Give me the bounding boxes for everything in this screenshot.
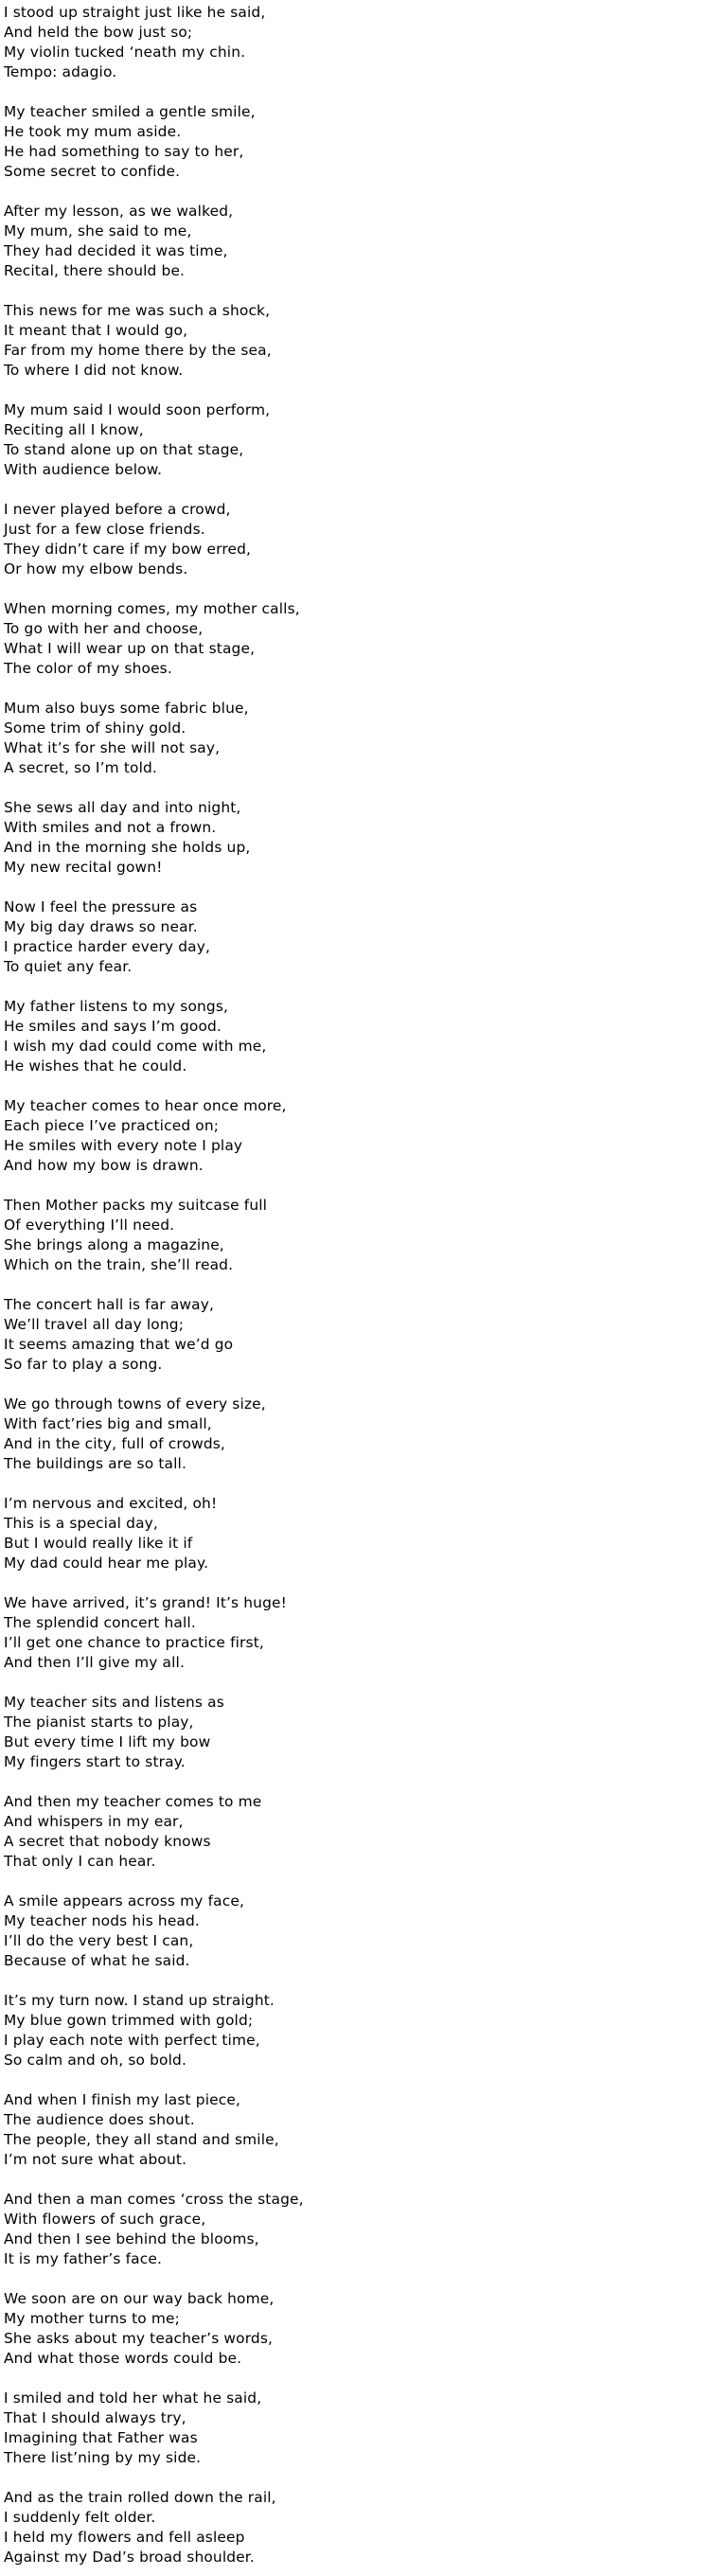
poem-line: We’ll travel all day long; (4, 1316, 185, 1333)
poem-line: And as the train rolled down the rail, (4, 2489, 276, 2506)
poem-line: Because of what he said. (4, 1952, 190, 1969)
stanza (4, 1892, 710, 1971)
stanza (4, 2090, 710, 2170)
poem-line: Which on the train, she’ll read. (4, 1256, 234, 1273)
poem-line: It is my father’s face. (4, 2250, 163, 2267)
poem-line: The audience does shout. (4, 2111, 195, 2128)
poem-line: He wishes that he could. (4, 1057, 187, 1075)
poem-line: My teacher smiled a gentle smile, (4, 103, 256, 120)
stanza (4, 1494, 710, 1573)
poem-line: When morning comes, my mother calls, (4, 600, 300, 617)
poem-line: A smile appears across my face, (4, 1892, 244, 1910)
poem-line: So far to play a song. (4, 1356, 163, 1373)
stanza (4, 202, 710, 281)
poem-line: That I should always try, (4, 2409, 186, 2426)
poem-line: The splendid concert hall. (4, 1614, 196, 1631)
poem-line: Some secret to confide. (4, 163, 181, 180)
poem-line: I suddenly felt older. (4, 2509, 156, 2526)
poem-line: To stand alone up on that stage, (4, 441, 244, 458)
poem-line: He smiles and says I’m good. (4, 1018, 222, 1035)
poem-line: I held my flowers and fell asleep (4, 2529, 245, 2546)
poem-line: With audience below. (4, 461, 163, 478)
poem-line: My dad could hear me play. (4, 1554, 209, 1572)
poem-line: I’ll get one chance to practice first, (4, 1634, 264, 1651)
poem-line: My teacher comes to hear once more, (4, 1097, 287, 1114)
poem-line: This news for me was such a shock, (4, 302, 271, 319)
poem-line: There list’ning by my side. (4, 2449, 202, 2466)
poem-line: I’m nervous and excited, oh! (4, 1495, 218, 1512)
poem-line: Imagining that Father was (4, 2429, 198, 2446)
poem-line: Then Mother packs my suitcase full (4, 1197, 268, 1214)
poem-line: He had something to say to her, (4, 143, 244, 160)
poem-line: With smiles and not a frown. (4, 819, 217, 836)
poem-line: My teacher nods his head. (4, 1912, 200, 1929)
poem-line: My blue gown trimmed with gold; (4, 2012, 254, 2029)
stanza (4, 1096, 710, 1176)
stanza (4, 1991, 710, 2070)
poem-line: She sews all day and into night, (4, 799, 241, 816)
poem-line: And whispers in my ear, (4, 1813, 184, 1830)
poem-line: What it’s for she will not say, (4, 739, 221, 756)
poem-line: And then I’ll give my all. (4, 1654, 186, 1671)
poem-line: She asks about my teacher’s words, (4, 2330, 274, 2347)
poem-line: Of everything I’ll need. (4, 1217, 175, 1234)
poem-line: Each piece I’ve practiced on; (4, 1117, 220, 1134)
poem-line: The concert hall is far away, (4, 1296, 215, 1313)
stanza (4, 400, 710, 480)
poem-line: Mum also buys some fabric blue, (4, 700, 249, 717)
poem-line: I never played before a crowd, (4, 501, 231, 518)
poem-line: My mum said I would soon perform, (4, 401, 271, 418)
stanza (4, 997, 710, 1076)
stanza (4, 699, 710, 778)
poem-line: He smiles with every note I play (4, 1137, 243, 1154)
poem-line: And held the bow just so; (4, 24, 193, 41)
poem-line: And then I see behind the blooms, (4, 2230, 259, 2247)
poem-line: To where I did not know. (4, 362, 184, 379)
poem-line: And when I finish my last piece, (4, 2091, 241, 2108)
poem-line: The buildings are so tall. (4, 1455, 186, 1472)
stanza (4, 1196, 710, 1275)
poem-line: Against my Dad’s broad shoulder. (4, 2549, 255, 2566)
poem-line: My teacher sits and listens as (4, 1694, 224, 1711)
poem-line: We soon are on our way back home, (4, 2290, 275, 2307)
poem-line: And in the morning she holds up, (4, 839, 251, 856)
poem-line: Just for a few close friends. (4, 521, 205, 538)
stanza (4, 599, 710, 679)
poem-line: A secret, so I’m told. (4, 759, 157, 776)
poem-line: Recital, there should be. (4, 262, 186, 279)
poem-line: I stood up straight just like he said, (4, 4, 266, 21)
poem-line: With flowers of such grace, (4, 2211, 206, 2228)
poem-line: It seems amazing that we’d go (4, 1336, 234, 1353)
poem-line: It meant that I would go, (4, 322, 188, 339)
stanza (4, 2289, 710, 2369)
stanza (4, 2488, 710, 2567)
poem-line: And then a man comes ‘cross the stage, (4, 2191, 304, 2208)
poem-line: Tempo: adagio. (4, 63, 117, 80)
poem-line: She brings along a magazine, (4, 1236, 224, 1253)
poem-line: Now I feel the pressure as (4, 898, 198, 915)
poem-line: My father listens to my songs, (4, 998, 229, 1015)
stanza (4, 798, 710, 878)
poem-line: I wish my dad could come with me, (4, 1038, 267, 1055)
poem-line: This is a special day, (4, 1515, 158, 1532)
poem-line: My mother turns to me; (4, 2310, 180, 2327)
poem-line: I’m not sure what about. (4, 2151, 187, 2168)
stanza (4, 1395, 710, 1474)
poem-line: And how my bow is drawn. (4, 1157, 204, 1174)
stanza (4, 1295, 710, 1375)
poem-line: Far from my home there by the sea, (4, 342, 272, 359)
poem-line: My mum, she said to me, (4, 222, 192, 240)
poem-line: Reciting all I know, (4, 421, 144, 438)
poem-line: We go through towns of every size, (4, 1395, 266, 1412)
poem-line: My new recital gown! (4, 859, 163, 876)
stanza (4, 2190, 710, 2269)
poem-line: Or how my elbow bends. (4, 560, 188, 577)
stanza (4, 3, 710, 82)
poem-line: To go with her and choose, (4, 620, 204, 637)
poem-line: My big day draws so near. (4, 918, 198, 935)
poem-line: I’ll do the very best I can, (4, 1932, 194, 1949)
stanza (4, 1693, 710, 1772)
stanza (4, 500, 710, 579)
poem-line: But I would really like it if (4, 1535, 193, 1552)
poem-line: He took my mum aside. (4, 123, 182, 140)
poem-line: A secret that nobody knows (4, 1833, 211, 1850)
poem-line: That only I can hear. (4, 1853, 156, 1870)
poem-line: With fact’ries big and small, (4, 1415, 212, 1432)
poem-line: So calm and oh, so bold. (4, 2052, 186, 2069)
poem-line: Some trim of shiny gold. (4, 720, 186, 737)
stanza (4, 1593, 710, 1673)
stanza (4, 102, 710, 182)
poem-line: To quiet any fear. (4, 958, 133, 975)
poem-line: I play each note with perfect time, (4, 2032, 260, 2049)
poem-line: We have arrived, it’s grand! It’s huge! (4, 1594, 287, 1611)
poem-line: And then my teacher comes to me (4, 1793, 262, 1810)
poem-line: My violin tucked ‘neath my chin. (4, 44, 246, 61)
stanza (4, 1792, 710, 1872)
stanza (4, 2389, 710, 2468)
poem-line: They didn’t care if my bow erred, (4, 541, 252, 558)
stanza (4, 301, 710, 381)
stanza (4, 897, 710, 977)
poem-line: And what those words could be. (4, 2350, 242, 2367)
poem-line: I practice harder every day, (4, 938, 211, 955)
poem-line: My fingers start to stray. (4, 1753, 186, 1770)
poem-line: The pianist starts to play, (4, 1714, 194, 1731)
poem-line: What I will wear up on that stage, (4, 640, 256, 657)
poem-line: It’s my turn now. I stand up straight. (4, 1992, 275, 2009)
poem-line: The color of my shoes. (4, 660, 172, 677)
poem-line: But every time I lift my bow (4, 1733, 211, 1750)
poem-line: And in the city, full of crowds, (4, 1435, 225, 1452)
poem-line: They had decided it was time, (4, 242, 228, 259)
poem-line: I smiled and told her what he said, (4, 2389, 262, 2407)
poem-line: The people, they all stand and smile, (4, 2131, 279, 2148)
poem-line: After my lesson, as we walked, (4, 203, 234, 220)
